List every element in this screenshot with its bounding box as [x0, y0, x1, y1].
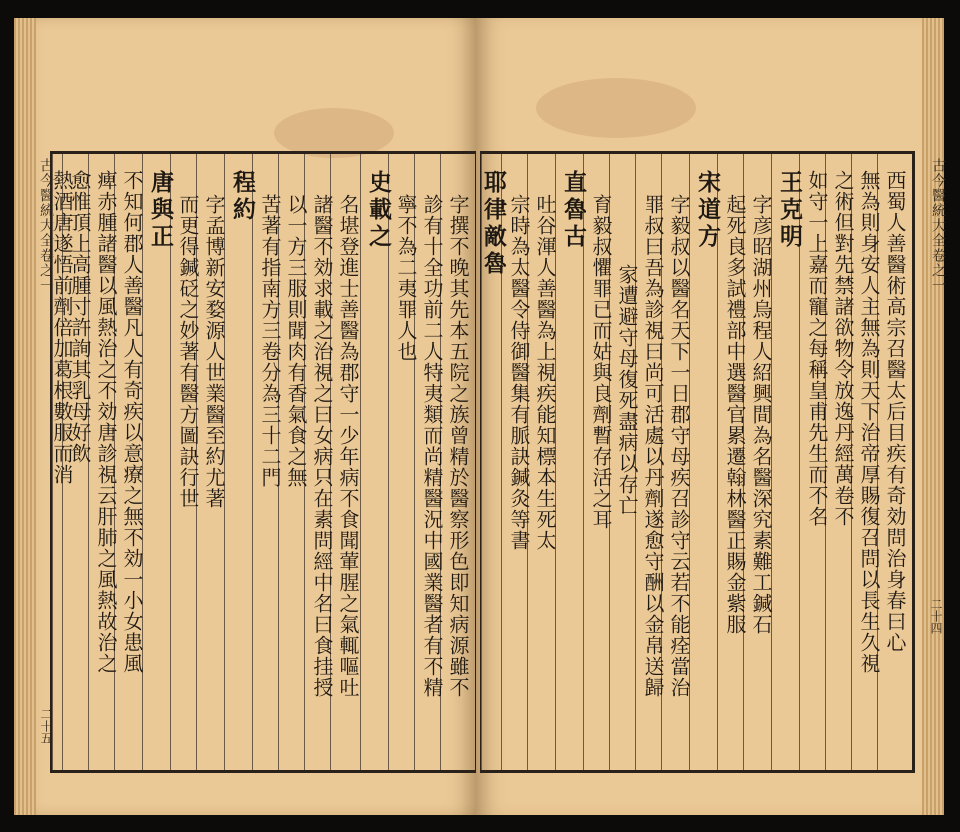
text-column-heading — [360, 154, 395, 770]
left-page-number: 二十五 — [39, 708, 53, 744]
column-text: 不知何郡人善醫凡人有奇疾以意療之無不効一小女患風 — [120, 170, 144, 674]
right-page — [476, 18, 944, 815]
physician-name-heading: 王克明 — [776, 170, 803, 251]
column-text: 家遭避守母復死盡病以存亡 — [615, 264, 639, 516]
physician-name-heading: 史載之 — [365, 170, 392, 251]
physician-name-heading: 直魯古 — [560, 170, 587, 251]
column-text: 如守一上嘉而寵之每稱皇甫先生而不名 — [805, 170, 829, 527]
column-text: 字孟博新安婺源人世業醫至約尤著 — [202, 194, 226, 509]
physician-name-heading: 唐與正 — [147, 170, 174, 251]
page-edge-stack — [14, 18, 36, 815]
column-text: 育毅叔懼罪已而姑與良劑暫存活之耳 — [589, 194, 613, 530]
column-text: 字毅叔以醫名天下一日郡守母疾召診守云若不能痊當治 — [667, 194, 691, 698]
column-text: 愈惟頂上高腫寸許詢其乳母好飲 — [68, 170, 92, 464]
right-margin-title: 古今醫統大全卷之一 — [930, 158, 946, 293]
column-text: 字撰不晚其先本五院之族曾精於醫察形色即知病源雖不 — [446, 194, 470, 698]
column-text: 罪叔曰吾為診視曰尚可活處以丹劑遂愈守酬以金帛送歸 — [641, 194, 665, 698]
right-text-frame — [480, 151, 915, 773]
physician-name-heading: 耶律敵魯 — [480, 170, 507, 278]
column-text: 之術但對先禁諸欲物令放逸丹經萬卷不 — [831, 170, 855, 527]
left-page — [14, 18, 476, 815]
text-column — [52, 154, 79, 770]
column-text: 診有十全功前二人特夷類而尚精醫況中國業醫者有不精 — [420, 194, 444, 698]
column-text: 起死良多試禮部中選醫官累遷翰林醫正賜金紫服 — [723, 194, 747, 635]
column-text: 西蜀人善醫術高宗召醫太后目疾有奇効問治身春曰心 — [883, 170, 907, 653]
column-text: 而更得鍼砭之妙著有醫方圖訣行世 — [176, 194, 200, 509]
column-text: 無為則身安人主無為則天下治帝厚賜復召問以長生久視 — [857, 170, 881, 674]
column-text: 熱酒唐遂悟前劑倍加葛根數服而消 — [50, 170, 74, 485]
column-text: 吐谷渾人善醫為上視疾能知標本生死太 — [533, 194, 557, 551]
column-text: 以一方三服則聞肉有香氣食之無 — [284, 194, 308, 488]
text-column-heading — [481, 154, 510, 770]
column-text: 痺赤腫諸醫以風熱治之不効唐診視云肝肺之風熱故治之 — [94, 170, 118, 674]
column-text: 名堪登進士善醫為郡守一少年病不食聞葷腥之氣輒嘔吐 — [336, 194, 360, 698]
left-margin-title: 古今醫統大全卷之一 — [38, 158, 54, 293]
column-text: 苦著有指南方三卷分為三十二門 — [258, 194, 282, 488]
right-page-number: 二十四 — [929, 598, 943, 634]
column-text: 字彦昭湖州烏程人紹興間為名醫深究素難工鍼石 — [749, 194, 773, 635]
physician-name-heading: 宋道方 — [694, 170, 721, 251]
left-text-frame — [50, 151, 477, 773]
physician-name-heading: 程約 — [229, 170, 256, 224]
column-text: 寧不為二夷罪人也 — [394, 194, 418, 362]
column-text: 諸醫不効求載之治視之曰女病只在素問經中名曰食挂授 — [310, 194, 334, 698]
column-text: 宗時為太醫令侍御醫集有脈訣鍼灸等書 — [507, 194, 531, 551]
paper-stain — [536, 78, 696, 138]
